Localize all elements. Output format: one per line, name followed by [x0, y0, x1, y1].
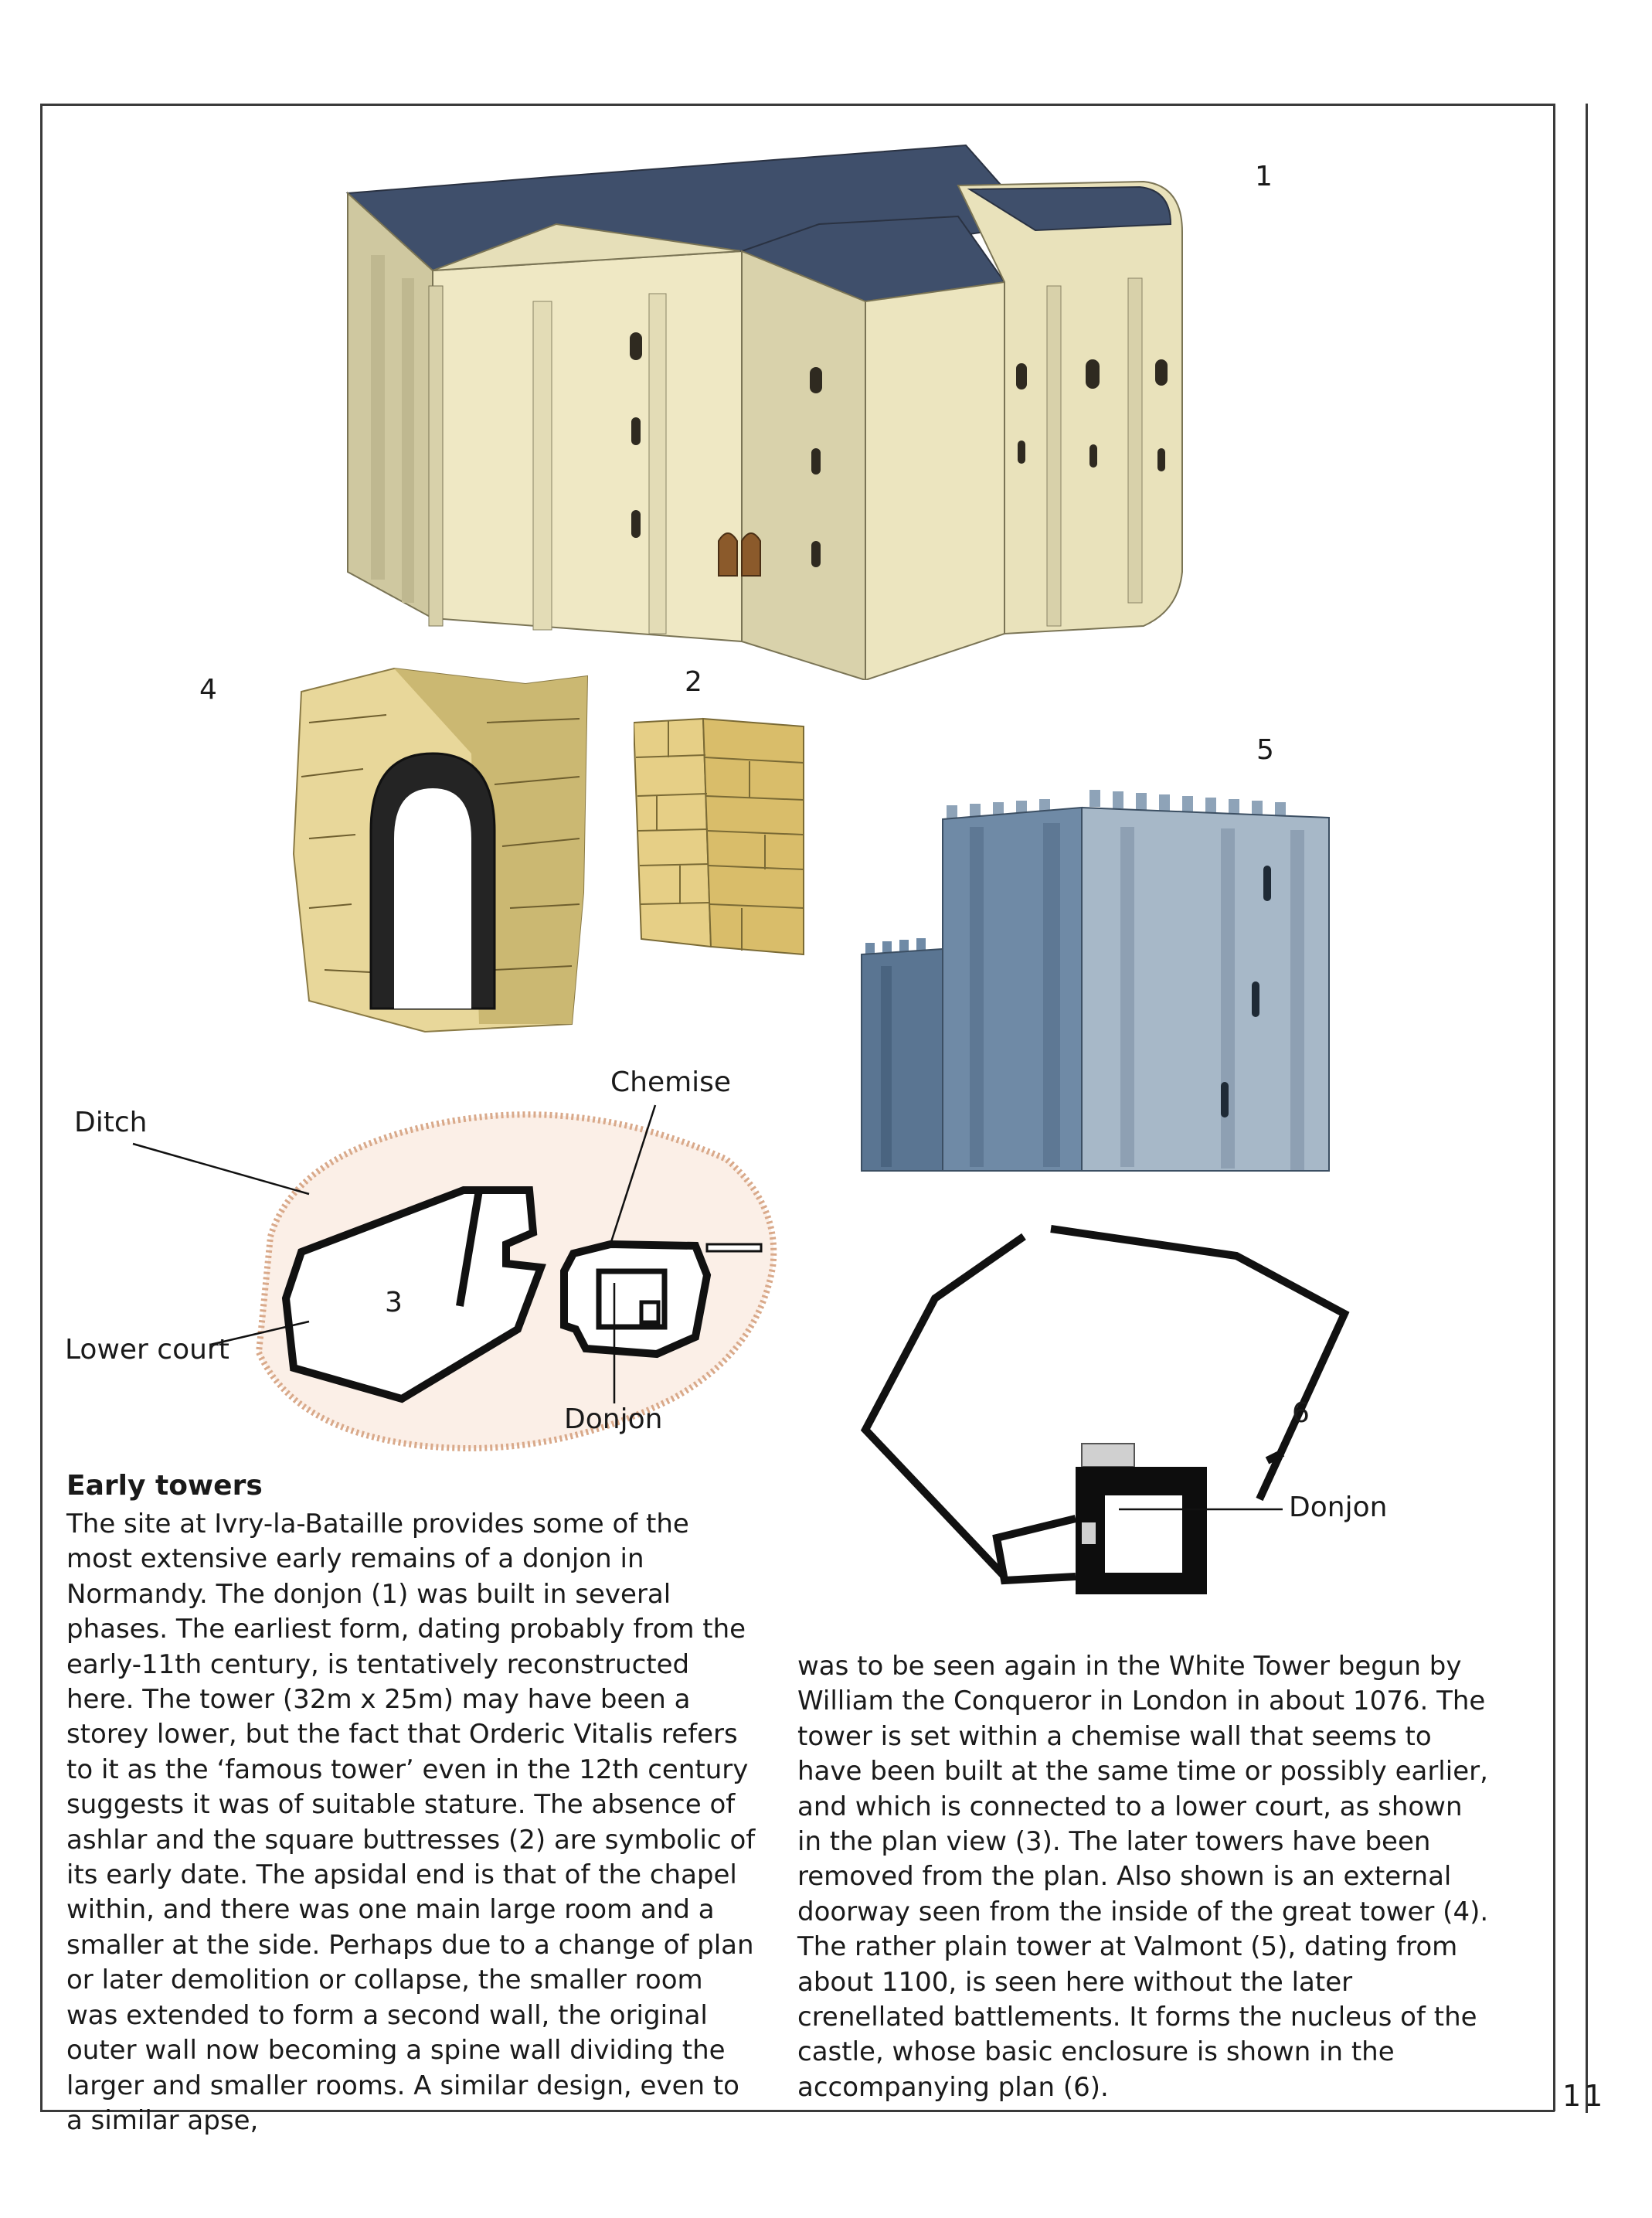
- label-chemise: Chemise: [610, 1066, 732, 1098]
- figure-number-3: 3: [385, 1287, 403, 1318]
- article-heading: Early towers: [66, 1470, 263, 1502]
- page-number: 11: [1562, 2079, 1606, 2113]
- figure-number-1: 1: [1255, 161, 1273, 192]
- label-donjon-plan3: Donjon: [564, 1403, 663, 1435]
- article-body-left-column: The site at Ivry-la-Bataille provides some of the most extensive early remains of a donjon in Normandy. The donjon (1) was built in several phases. The earliest form, dating probably from the early-11th century, is tentatively reconstructed here. The tower (32m x 25m) may have been a storey lower, but the fact that Orderic Vitalis refers to it as the ‘famous tower’ even in the 12th century suggests it was of suitable stature. The absence of ashlar and the square buttresses (2) are symbolic of its early date. The apsidal end is that of the chapel within, and there was one main large room and a smaller at the side. Perhaps due to a change of plan or later demolition or collapse, the smaller room was extended to form a second wall, the original outer wall now becoming a spine wall dividing the larger and smaller rooms. A similar design, even to a similar apse,: [66, 1509, 756, 2136]
- label-donjon-plan6: Donjon: [1289, 1492, 1388, 1523]
- figure-number-2: 2: [685, 666, 702, 698]
- figure-number-5: 5: [1256, 734, 1274, 766]
- figure-number-6: 6: [1292, 1397, 1310, 1429]
- article-body-right-column: was to be seen again in the White Tower begun by William the Conqueror in London in about 1076. The tower is set within a chemise wall that seems to have been built at the same time or possibly earlier, and which is connected to a lower court, as shown in the plan view (3). The later towers have been removed from the plan. Also shown is an external doorway seen from the inside of the great tower (4). The rather plain tower at Valmont (5), dating from about 1100, is seen here without the later crenellated battlements. It forms the nucleus of the castle, whose basic enclosure is shown in the accompanying plan (6).: [797, 1651, 1489, 2103]
- figure-number-4: 4: [199, 674, 217, 706]
- label-ditch: Ditch: [74, 1107, 148, 1138]
- label-lower-court: Lower court: [65, 1334, 229, 1366]
